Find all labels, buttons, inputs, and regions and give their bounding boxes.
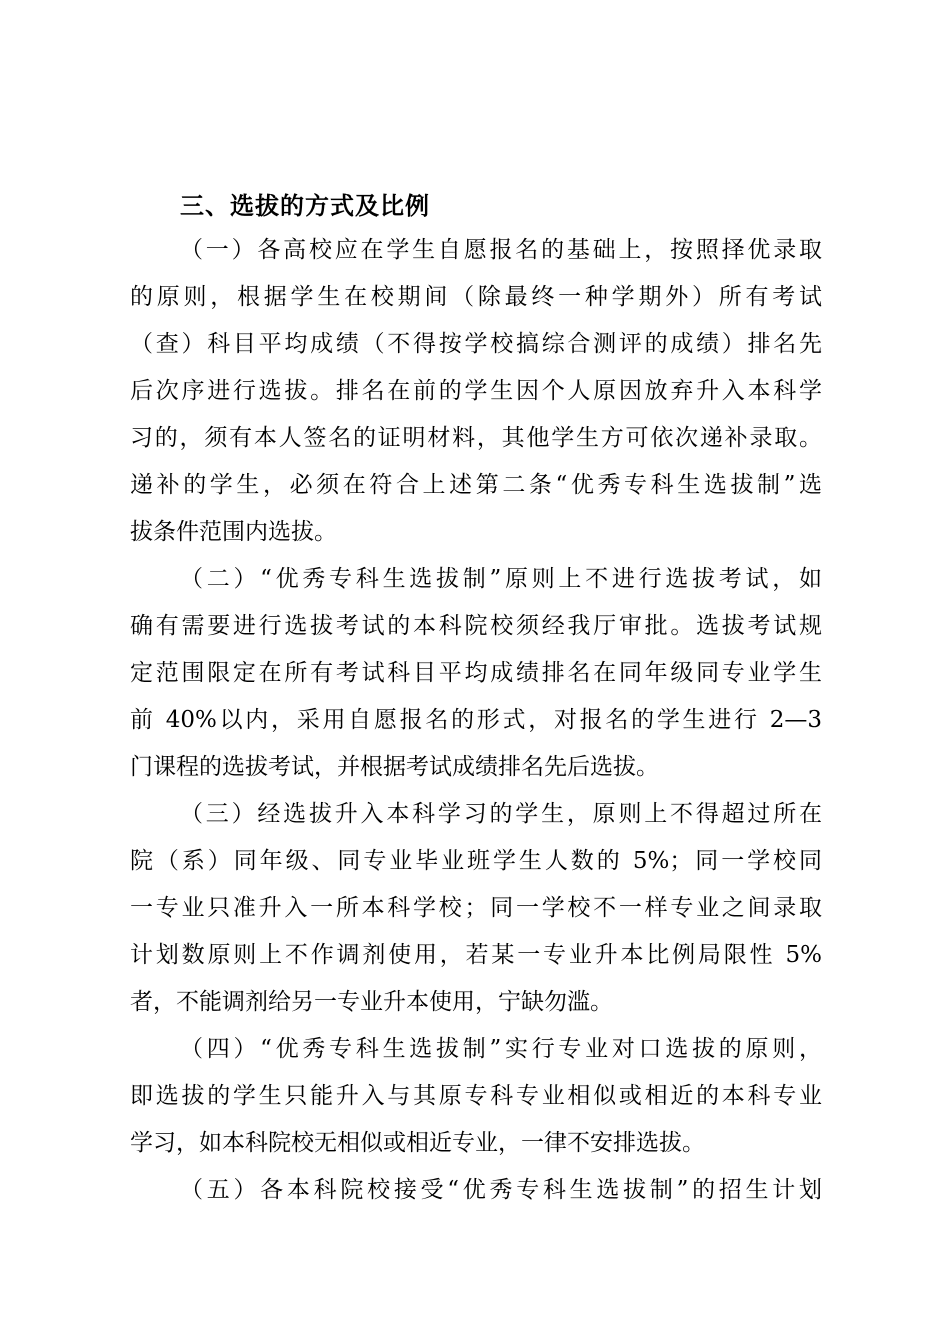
- text-line: （三）经选拔升入本科学习的学生，原则上不得超过所在: [180, 801, 822, 827]
- text-line: 即选拔的学生只能升入与其原专科专业相似或相近的本科专业: [130, 1083, 822, 1109]
- paragraph-5: [130, 1167, 822, 1214]
- text-line: 确有需要进行选拔考试的本科院校须经我厅审批。选拔考试规: [130, 613, 822, 639]
- text-line: 习的，须有本人签名的证明材料，其他学生方可依次递补录取。: [130, 425, 822, 451]
- text-line: 院（系）同年级、同专业毕业班学生人数的 5%；同一学校同: [130, 848, 822, 874]
- text-line: （四）“优秀专科生选拔制”实行专业对口选拔的原则，: [180, 1036, 822, 1062]
- section-heading: 三、选拔的方式及比例: [180, 191, 430, 220]
- paragraph-3: [130, 791, 822, 1026]
- text-line: 的原则，根据学生在校期间（除最终一种学期外）所有考试: [130, 284, 822, 310]
- text-line: 一专业只准升入一所本科学校；同一学校不一样专业之间录取: [130, 895, 822, 921]
- text-line: 前 40%以内，采用自愿报名的形式，对报名的学生进行 2—3: [130, 707, 822, 733]
- text-line: （一）各高校应在学生自愿报名的基础上，按照择优录取: [180, 237, 822, 263]
- text-line: （查）科目平均成绩（不得按学校搞综合测评的成绩）排名先: [130, 331, 822, 357]
- paragraph-4: [130, 1026, 822, 1167]
- text-line: （二）“优秀专科生选拔制”原则上不进行选拔考试，如: [180, 566, 822, 592]
- text-line: 学习，如本科院校无相似或相近专业，一律不安排选拔。: [130, 1130, 705, 1156]
- text-line: 门课程的选拔考试，并根据考试成绩排名先后选拔。: [130, 754, 659, 780]
- paragraph-2: [130, 556, 822, 791]
- text-line: 后次序进行选拔。排名在前的学生因个人原因放弃升入本科学: [130, 378, 822, 404]
- text-line: 拔条件范围内选拔。: [130, 519, 337, 545]
- text-line: 计划数原则上不作调剂使用，若某一专业升本比例局限性 5%: [130, 942, 822, 968]
- text-line: 定范围限定在所有考试科目平均成绩排名在同年级同专业学生: [130, 660, 822, 686]
- text-line: （五）各本科院校接受“优秀专科生选拔制”的招生计划: [180, 1177, 822, 1203]
- paragraph-1: [130, 227, 822, 556]
- text-line: 递补的学生，必须在符合上述第二条“优秀专科生选拔制”选: [130, 472, 822, 498]
- text-line: 者，不能调剂给另一专业升本使用，宁缺勿滥。: [130, 989, 613, 1015]
- document-page: [130, 185, 822, 1214]
